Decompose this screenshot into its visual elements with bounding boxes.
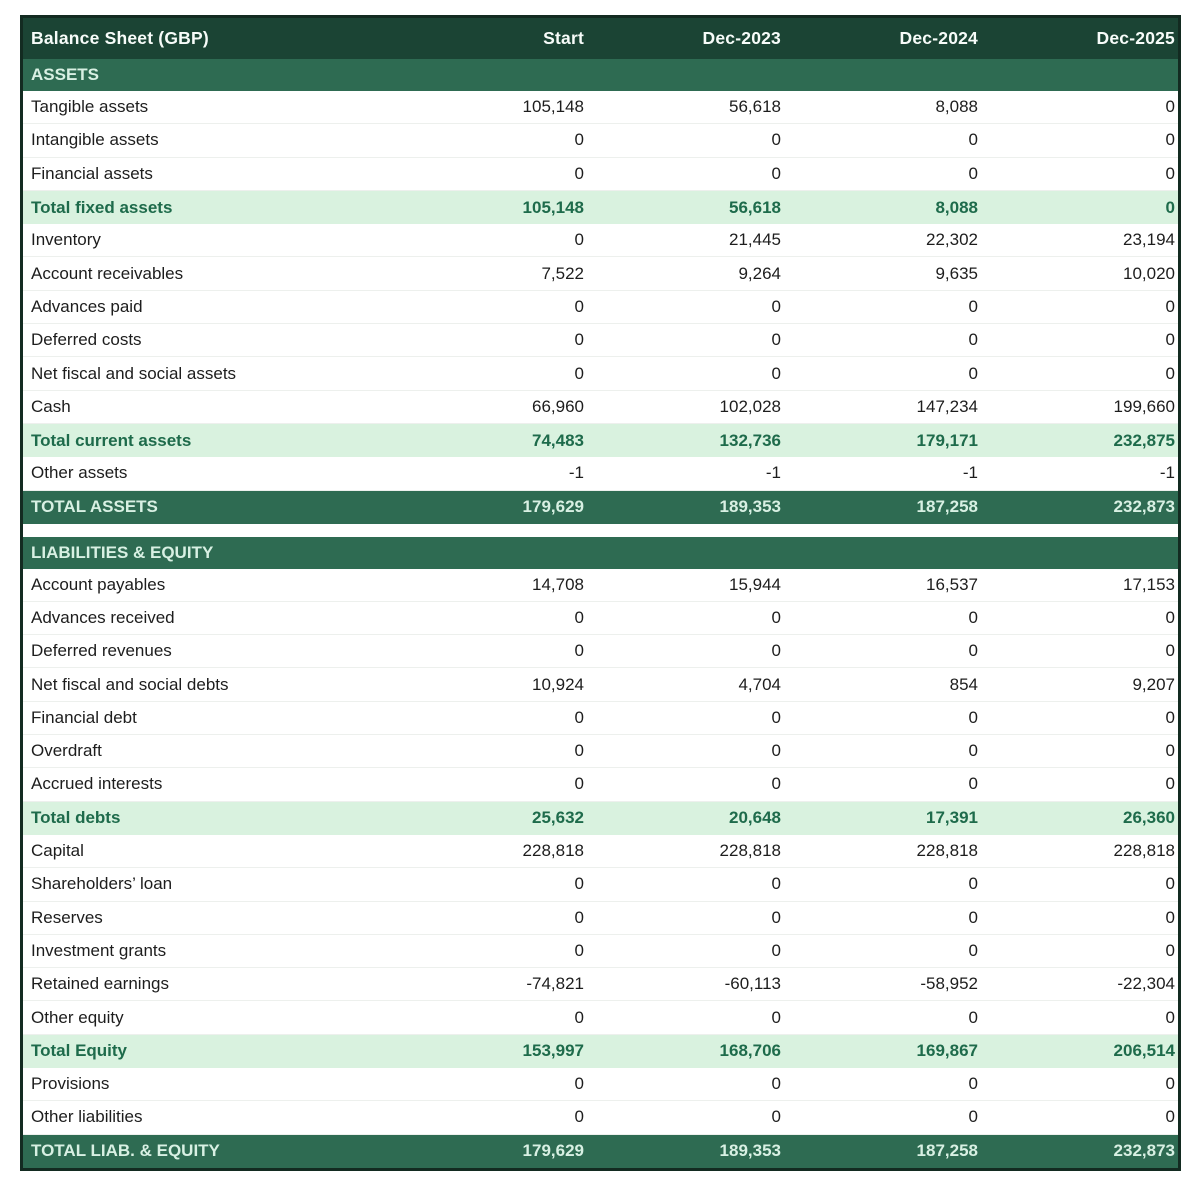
cell-value: 0: [771, 907, 781, 927]
spacer-row: [23, 524, 1178, 537]
row-label: TOTAL LIAB. & EQUITY: [31, 1141, 220, 1161]
row-label: Accrued interests: [31, 774, 163, 794]
cell-value: 189,353: [719, 1141, 781, 1161]
cell-value: 0: [771, 774, 781, 794]
row-label: Provisions: [31, 1074, 110, 1094]
cell-value: 8,088: [935, 97, 978, 117]
row-label: Intangible assets: [31, 130, 159, 150]
cell-value: 232,873: [1113, 497, 1175, 517]
table-body: [23, 59, 1178, 1168]
table-row: [23, 291, 1178, 324]
row-label: Net fiscal and social debts: [31, 674, 229, 694]
row-label: ASSETS: [31, 65, 100, 84]
cell-value: 0: [574, 363, 584, 383]
cell-value: 0: [771, 741, 781, 761]
cell-value: 0: [968, 296, 978, 316]
column-header-start: Start: [543, 28, 584, 48]
cell-value: 228,818: [522, 841, 584, 861]
cell-value: 228,818: [916, 841, 978, 861]
cell-value: 0: [1165, 197, 1175, 217]
cell-value: 0: [574, 1007, 584, 1027]
row-label: Retained earnings: [31, 974, 169, 994]
table-row: [23, 735, 1178, 768]
cell-value: 74,483: [532, 430, 584, 450]
cell-value: 0: [968, 330, 978, 350]
row-label: Account payables: [31, 574, 166, 594]
cell-value: 17,153: [1123, 574, 1175, 594]
cell-value: 0: [1165, 874, 1175, 894]
cell-value: 0: [1165, 1074, 1175, 1094]
cell-value: 179,629: [522, 1141, 584, 1161]
cell-value: 187,258: [916, 497, 978, 517]
cell-value: 0: [771, 608, 781, 627]
row-label: Cash: [31, 396, 71, 416]
cell-value: 0: [574, 330, 584, 350]
cell-value: 25,632: [532, 808, 584, 828]
cell-value: 228,818: [1113, 841, 1175, 861]
cell-value: 0: [574, 1107, 584, 1127]
cell-value: 56,618: [729, 197, 781, 217]
cell-value: 0: [574, 940, 584, 960]
cell-value: -22,304: [1117, 974, 1175, 994]
table-row: [23, 124, 1178, 157]
cell-value: 0: [771, 163, 781, 183]
cell-value: 0: [771, 1107, 781, 1127]
cell-value: 0: [1165, 97, 1175, 117]
cell-value: 15,944: [729, 574, 781, 594]
table-row: [23, 768, 1178, 801]
cell-value: 153,997: [522, 1041, 584, 1061]
cell-value: 0: [968, 707, 978, 727]
cell-value: 0: [968, 774, 978, 794]
cell-value: 187,258: [916, 1141, 978, 1161]
cell-value: 0: [574, 741, 584, 761]
cell-value: 168,706: [719, 1041, 781, 1061]
table-row: [23, 635, 1178, 668]
row-label: Inventory: [31, 230, 101, 250]
row-label: LIABILITIES & EQUITY: [31, 542, 214, 562]
cell-value: 0: [771, 296, 781, 316]
table-row: [23, 357, 1178, 390]
cell-value: 105,148: [522, 197, 584, 217]
cell-value: -1: [765, 463, 781, 483]
cell-value: 0: [574, 641, 584, 661]
table-row: [23, 868, 1178, 901]
table-row: [23, 257, 1178, 290]
row-label: Investment grants: [31, 940, 167, 960]
table-row: [23, 702, 1178, 735]
cell-value: -58,952: [920, 974, 978, 994]
cell-value: 0: [968, 1107, 978, 1127]
cell-value: 102,028: [719, 396, 781, 416]
row-label: Tangible assets: [31, 97, 149, 117]
cell-value: 0: [968, 1074, 978, 1094]
subtotal-row: [23, 802, 1178, 835]
row-label: Other equity: [31, 1007, 124, 1027]
row-label: Deferred revenues: [31, 641, 172, 661]
table-row: [23, 569, 1178, 602]
cell-value: 0: [574, 608, 584, 627]
cell-value: 0: [771, 641, 781, 661]
cell-value: 169,867: [916, 1041, 978, 1061]
row-label: TOTAL ASSETS: [31, 497, 158, 517]
subtotal-row: [23, 1035, 1178, 1068]
cell-value: 0: [1165, 741, 1175, 761]
row-label: Net fiscal and social assets: [31, 363, 237, 383]
subtotal-row: [23, 191, 1178, 224]
cell-value: 0: [968, 907, 978, 927]
cell-value: 132,736: [719, 430, 781, 450]
cell-value: 0: [1165, 608, 1175, 627]
cell-value: 179,171: [916, 430, 978, 450]
table-header-row: [23, 18, 1178, 59]
row-label: Other liabilities: [31, 1107, 143, 1127]
table-row: [23, 835, 1178, 868]
row-label: Deferred costs: [31, 330, 142, 350]
cell-value: 66,960: [532, 396, 584, 416]
cell-value: 0: [771, 1007, 781, 1027]
row-label: Account receivables: [31, 263, 184, 283]
table-row: [23, 602, 1178, 635]
cell-value: 9,635: [935, 263, 978, 283]
cell-value: 0: [771, 130, 781, 150]
table-row: [23, 158, 1178, 191]
cell-value: 0: [1165, 1007, 1175, 1027]
cell-value: 206,514: [1113, 1041, 1175, 1061]
cell-value: 0: [574, 130, 584, 150]
table-row: [23, 1001, 1178, 1034]
cell-value: -1: [962, 463, 978, 483]
column-header-dec-2023: Dec-2023: [702, 28, 781, 48]
cell-value: -60,113: [724, 974, 781, 994]
cell-value: 0: [574, 774, 584, 794]
table-row: [23, 668, 1178, 701]
row-label: Financial debt: [31, 707, 137, 727]
cell-value: 0: [1165, 1107, 1175, 1127]
cell-value: 4,704: [738, 674, 781, 694]
cell-value: 23,194: [1123, 230, 1175, 250]
table-row: [23, 224, 1178, 257]
row-label: Capital: [31, 841, 84, 861]
row-label: Total Equity: [31, 1041, 128, 1061]
cell-value: 21,445: [729, 230, 781, 250]
cell-value: 10,020: [1123, 263, 1175, 283]
cell-value: 232,875: [1113, 430, 1175, 450]
row-label: Overdraft: [31, 741, 102, 761]
cell-value: 179,629: [522, 497, 584, 517]
row-label: Other assets: [31, 463, 128, 483]
section-header-row: [23, 59, 1178, 91]
cell-value: 105,148: [522, 97, 584, 117]
cell-value: 26,360: [1123, 808, 1175, 828]
cell-value: 0: [1165, 296, 1175, 316]
cell-value: 0: [574, 1074, 584, 1094]
column-header-dec-2024: Dec-2024: [899, 28, 978, 48]
cell-value: 0: [1165, 707, 1175, 727]
cell-value: 854: [949, 674, 978, 694]
table-row: [23, 91, 1178, 124]
cell-value: 0: [771, 707, 781, 727]
cell-value: 0: [968, 130, 978, 150]
total-row: [23, 1135, 1178, 1168]
cell-value: 9,207: [1132, 674, 1175, 694]
cell-value: 0: [968, 741, 978, 761]
cell-value: 0: [771, 330, 781, 350]
row-label: Advances paid: [31, 296, 143, 316]
table-title: Balance Sheet (GBP): [31, 28, 209, 48]
cell-value: 0: [574, 163, 584, 183]
cell-value: 0: [968, 874, 978, 894]
cell-value: 232,873: [1113, 1141, 1175, 1161]
table-row: [23, 324, 1178, 357]
cell-value: 0: [771, 363, 781, 383]
cell-value: 0: [968, 1007, 978, 1027]
cell-value: -74,821: [526, 974, 584, 994]
total-row: [23, 491, 1178, 524]
cell-value: 0: [968, 163, 978, 183]
table-row: [23, 1068, 1178, 1101]
row-label: Advances received: [31, 608, 175, 627]
cell-value: 0: [771, 1074, 781, 1094]
cell-value: 14,708: [532, 574, 584, 594]
cell-value: 0: [1165, 907, 1175, 927]
table-row: [23, 935, 1178, 968]
table-row: [23, 457, 1178, 490]
balance-sheet-table: [20, 15, 1181, 1171]
cell-value: 17,391: [926, 808, 978, 828]
cell-value: -1: [568, 463, 584, 483]
cell-value: 0: [574, 230, 584, 250]
cell-value: 0: [1165, 641, 1175, 661]
row-label: Total fixed assets: [31, 197, 173, 217]
cell-value: 0: [968, 641, 978, 661]
column-header-dec-2025: Dec-2025: [1096, 28, 1175, 48]
cell-value: 0: [771, 874, 781, 894]
cell-value: 0: [1165, 363, 1175, 383]
cell-value: 0: [968, 608, 978, 627]
cell-value: 0: [574, 707, 584, 727]
cell-value: 7,522: [541, 263, 584, 283]
section-header-row: [23, 537, 1178, 569]
cell-value: 0: [574, 907, 584, 927]
table-row: [23, 1101, 1178, 1134]
row-label: Total debts: [31, 808, 121, 828]
cell-value: 0: [1165, 163, 1175, 183]
cell-value: 8,088: [935, 197, 978, 217]
table-row: [23, 391, 1178, 424]
cell-value: 147,234: [916, 396, 978, 416]
cell-value: 9,264: [738, 263, 781, 283]
row-label: Total current assets: [31, 430, 192, 450]
cell-value: 0: [574, 296, 584, 316]
table-row: [23, 968, 1178, 1001]
cell-value: 20,648: [729, 808, 781, 828]
row-label: Shareholders’ loan: [31, 874, 173, 894]
cell-value: 0: [574, 874, 584, 894]
row-label: Financial assets: [31, 163, 153, 183]
table-row: [23, 902, 1178, 935]
cell-value: 16,537: [926, 574, 978, 594]
cell-value: 0: [1165, 940, 1175, 960]
cell-value: -1: [1159, 463, 1175, 483]
cell-value: 22,302: [926, 230, 978, 250]
cell-value: 0: [1165, 130, 1175, 150]
cell-value: 56,618: [729, 97, 781, 117]
subtotal-row: [23, 424, 1178, 457]
cell-value: 0: [968, 363, 978, 383]
cell-value: 199,660: [1113, 396, 1175, 416]
cell-value: 189,353: [719, 497, 781, 517]
cell-value: 0: [968, 940, 978, 960]
cell-value: 0: [1165, 774, 1175, 794]
cell-value: 228,818: [719, 841, 781, 861]
cell-value: 0: [1165, 330, 1175, 350]
cell-value: 10,924: [532, 674, 584, 694]
row-label: Reserves: [31, 907, 103, 927]
cell-value: 0: [771, 940, 781, 960]
